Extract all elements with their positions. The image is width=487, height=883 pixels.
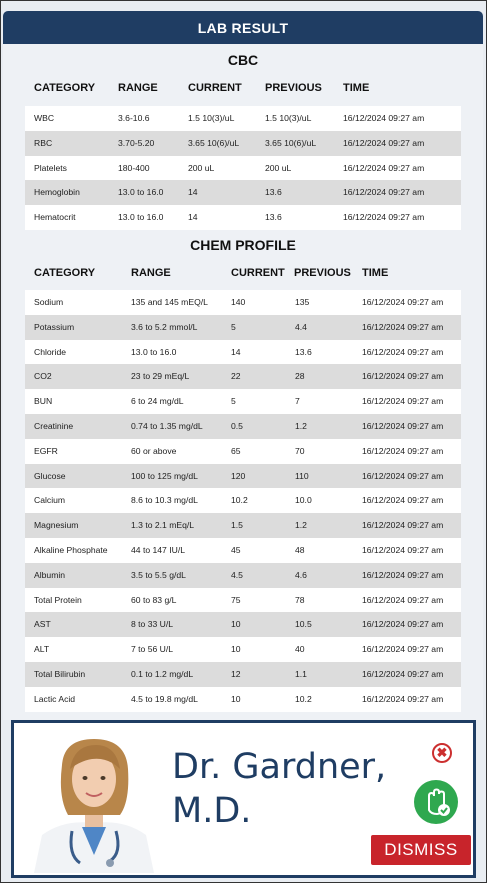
cbc-cell-category: Hematocrit	[34, 212, 76, 223]
header-bar	[3, 11, 483, 44]
chem-cell-previous: 1.1	[295, 668, 307, 679]
cbc-cell-previous: 13.6	[265, 212, 282, 223]
chem-table	[25, 290, 461, 712]
chem-cell-range: 0.74 to 1.35 mg/dL	[131, 420, 203, 431]
chem-cell-time: 16/12/2024 09:27 am	[362, 371, 444, 382]
chem-cell-current: 75	[231, 594, 241, 605]
chem-cell-previous: 10.5	[295, 619, 312, 630]
chem-cell-time: 16/12/2024 09:27 am	[362, 544, 444, 555]
cbc-cell-time: 16/12/2024 09:27 am	[343, 113, 425, 123]
lab-results-panel[interactable]	[3, 44, 483, 720]
cbc-cell-category: RBC	[34, 137, 53, 148]
cbc-cell-time: 16/12/2024 09:27 am	[343, 162, 425, 173]
chem-cell-category: Lactic Acid	[34, 693, 76, 704]
chem-cell-range: 135 and 145 mEQ/L	[131, 297, 208, 307]
chem-cell-current: 12	[231, 668, 241, 679]
chem-cell-time: 16/12/2024 09:27 am	[362, 297, 444, 307]
chem-cell-category: ALT	[34, 644, 50, 655]
chem-cell-time: 16/12/2024 09:27 am	[362, 668, 444, 679]
chem-cell-current: 140	[231, 297, 246, 307]
chem-cell-category: AST	[34, 619, 51, 630]
chem-table-row	[25, 637, 461, 662]
cbc-col-current: CURRENT	[188, 82, 242, 94]
chem-cell-range: 100 to 125 mg/dL	[131, 470, 198, 481]
cbc-cell-current: 14	[188, 187, 198, 198]
chem-table-row	[25, 389, 461, 414]
cbc-cell-current: 200 uL	[188, 162, 215, 173]
cbc-table-row	[25, 205, 461, 230]
chem-cell-time: 16/12/2024 09:27 am	[362, 470, 444, 481]
chem-cell-previous: 4.6	[295, 569, 307, 580]
chem-cell-previous: 10.0	[295, 495, 312, 506]
chem-cell-previous: 28	[295, 371, 305, 382]
cbc-cell-range: 3.6-10.6	[118, 113, 150, 123]
doctor-avatar	[24, 731, 164, 873]
cbc-cell-time: 16/12/2024 09:27 am	[343, 187, 425, 198]
chem-cell-current: 10	[231, 693, 241, 704]
chem-cell-current: 45	[231, 544, 241, 555]
chem-cell-time: 16/12/2024 09:27 am	[362, 495, 444, 506]
chem-table-row	[25, 612, 461, 637]
cbc-col-range: RANGE	[118, 82, 158, 94]
chem-table-row	[25, 315, 461, 340]
chem-cell-current: 65	[231, 445, 241, 456]
chem-table-row	[25, 662, 461, 687]
cbc-cell-current: 1.5 10(3)/uL	[188, 113, 235, 123]
chem-cell-category: Potassium	[34, 321, 75, 332]
chem-cell-category: BUN	[34, 396, 53, 407]
dismiss-button[interactable]: DISMISS	[371, 835, 471, 865]
cbc-cell-time: 16/12/2024 09:27 am	[343, 137, 425, 148]
chem-table-row	[25, 414, 461, 439]
chem-cell-time: 16/12/2024 09:27 am	[362, 594, 444, 605]
chem-cell-time: 16/12/2024 09:27 am	[362, 693, 444, 704]
chem-cell-category: Creatinine	[34, 420, 74, 431]
chem-cell-previous: 1.2	[295, 520, 307, 531]
chem-cell-current: 5	[231, 396, 236, 407]
chem-table-row	[25, 563, 461, 588]
chem-table-row	[25, 364, 461, 389]
chem-cell-range: 0.1 to 1.2 mg/dL	[131, 668, 194, 679]
chem-table-row	[25, 464, 461, 489]
chem-cell-current: 14	[231, 346, 241, 357]
chem-cell-previous: 48	[295, 544, 305, 555]
chem-cell-category: CO2	[34, 371, 52, 382]
chem-cell-previous: 10.2	[295, 693, 312, 704]
cbc-table-row	[25, 106, 461, 131]
cbc-cell-category: Hemoglobin	[34, 187, 80, 198]
chem-table-row	[25, 340, 461, 365]
chem-col-previous: PREVIOUS	[294, 267, 351, 279]
cbc-col-category: CATEGORY	[34, 82, 96, 94]
chem-col-current: CURRENT	[231, 267, 285, 279]
cbc-cell-current: 3.65 10(6)/uL	[188, 137, 240, 148]
chem-cell-current: 120	[231, 470, 246, 481]
chem-cell-range: 13.0 to 16.0	[131, 346, 177, 357]
cbc-cell-previous: 200 uL	[265, 162, 292, 173]
chem-cell-previous: 4.4	[295, 321, 307, 332]
chem-cell-current: 10	[231, 644, 241, 655]
chem-cell-previous: 1.2	[295, 420, 307, 431]
page-title: LAB RESULT	[197, 19, 289, 36]
chem-cell-previous: 78	[295, 594, 305, 605]
chem-cell-category: Alkaline Phosphate	[34, 544, 108, 555]
chem-cell-previous: 13.6	[295, 346, 312, 357]
cbc-table-row	[25, 180, 461, 205]
chem-cell-range: 8 to 33 U/L	[131, 619, 174, 630]
chem-cell-time: 16/12/2024 09:27 am	[362, 420, 444, 431]
chem-cell-range: 60 or above	[131, 445, 177, 456]
chem-cell-time: 16/12/2024 09:27 am	[362, 520, 444, 531]
chem-cell-range: 60 to 83 g/L	[131, 594, 177, 605]
chem-cell-category: Total Protein	[34, 594, 82, 605]
cbc-cell-range: 13.0 to 16.0	[118, 212, 164, 223]
cbc-col-previous: PREVIOUS	[265, 82, 322, 94]
doctor-popup	[11, 720, 476, 878]
raised-hand-icon[interactable]	[414, 780, 458, 824]
chem-table-row	[25, 439, 461, 464]
cbc-cell-range: 13.0 to 16.0	[118, 187, 164, 198]
close-icon[interactable]: ✖	[432, 743, 452, 763]
chem-cell-time: 16/12/2024 09:27 am	[362, 346, 444, 357]
chem-cell-range: 3.6 to 5.2 mmol/L	[131, 321, 198, 332]
chem-col-range: RANGE	[131, 267, 171, 279]
chem-cell-category: Glucose	[34, 470, 66, 481]
chem-section-title: CHEM PROFILE	[190, 237, 296, 253]
cbc-col-time: TIME	[343, 82, 370, 94]
chem-cell-range: 3.5 to 5.5 g/dL	[131, 569, 186, 580]
chem-col-time: TIME	[362, 267, 389, 279]
cbc-table-row	[25, 156, 461, 181]
chem-cell-range: 4.5 to 19.8 mg/dL	[131, 693, 198, 704]
cbc-cell-range: 180-400	[118, 162, 150, 173]
chem-cell-current: 5	[231, 321, 236, 332]
chem-col-category: CATEGORY	[34, 267, 96, 279]
chem-cell-range: 8.6 to 10.3 mg/dL	[131, 495, 198, 506]
chem-cell-range: 44 to 147 IU/L	[131, 544, 185, 555]
cbc-cell-time: 16/12/2024 09:27 am	[343, 212, 425, 223]
chem-table-row	[25, 290, 461, 315]
chem-cell-category: Calcium	[34, 495, 66, 506]
cbc-cell-current: 14	[188, 212, 198, 223]
cbc-cell-category: Platelets	[34, 162, 67, 173]
cbc-cell-previous: 13.6	[265, 187, 282, 198]
cbc-table	[25, 106, 461, 230]
chem-cell-range: 6 to 24 mg/dL	[131, 396, 184, 407]
chem-cell-category: Chloride	[34, 346, 67, 357]
chem-cell-current: 10.2	[231, 495, 248, 506]
cbc-table-row	[25, 131, 461, 156]
chem-cell-time: 16/12/2024 09:27 am	[362, 321, 444, 332]
chem-table-row	[25, 588, 461, 613]
cbc-cell-range: 3.70-5.20	[118, 137, 155, 148]
cbc-cell-previous: 3.65 10(6)/uL	[265, 137, 317, 148]
chem-table-row	[25, 538, 461, 563]
chem-cell-category: EGFR	[34, 445, 58, 456]
chem-table-row	[25, 513, 461, 538]
chem-cell-previous: 110	[295, 470, 309, 481]
chem-cell-previous: 70	[295, 445, 305, 456]
chem-cell-range: 1.3 to 2.1 mEq/L	[131, 520, 195, 531]
chem-cell-time: 16/12/2024 09:27 am	[362, 396, 444, 407]
chem-cell-range: 23 to 29 mEq/L	[131, 371, 190, 382]
chem-cell-time: 16/12/2024 09:27 am	[362, 619, 444, 630]
chem-cell-range: 7 to 56 U/L	[131, 644, 174, 655]
cbc-section-title: CBC	[227, 52, 259, 68]
chem-cell-category: Total Bilirubin	[34, 668, 86, 679]
chem-cell-category: Albumin	[34, 569, 66, 580]
chem-cell-previous: 40	[295, 644, 305, 655]
chem-cell-time: 16/12/2024 09:27 am	[362, 644, 444, 655]
chem-cell-time: 16/12/2024 09:27 am	[362, 445, 444, 456]
cbc-cell-previous: 1.5 10(3)/uL	[265, 113, 312, 123]
chem-cell-time: 16/12/2024 09:27 am	[362, 569, 444, 580]
chem-cell-category: Magnesium	[34, 520, 79, 531]
chem-cell-current: 1.5	[231, 520, 243, 531]
chem-cell-current: 0.5	[231, 420, 243, 431]
doctor-name: Dr. Gardner, M.D.	[172, 747, 387, 831]
chem-cell-previous: 7	[295, 396, 300, 407]
chem-cell-category: Sodium	[34, 297, 64, 307]
chem-cell-current: 10	[231, 619, 241, 630]
chem-table-row	[25, 687, 461, 712]
cbc-cell-category: WBC	[34, 113, 55, 123]
chem-cell-current: 22	[231, 371, 241, 382]
chem-table-row	[25, 488, 461, 513]
chem-cell-current: 4.5	[231, 569, 243, 580]
chem-cell-previous: 135	[295, 297, 310, 307]
